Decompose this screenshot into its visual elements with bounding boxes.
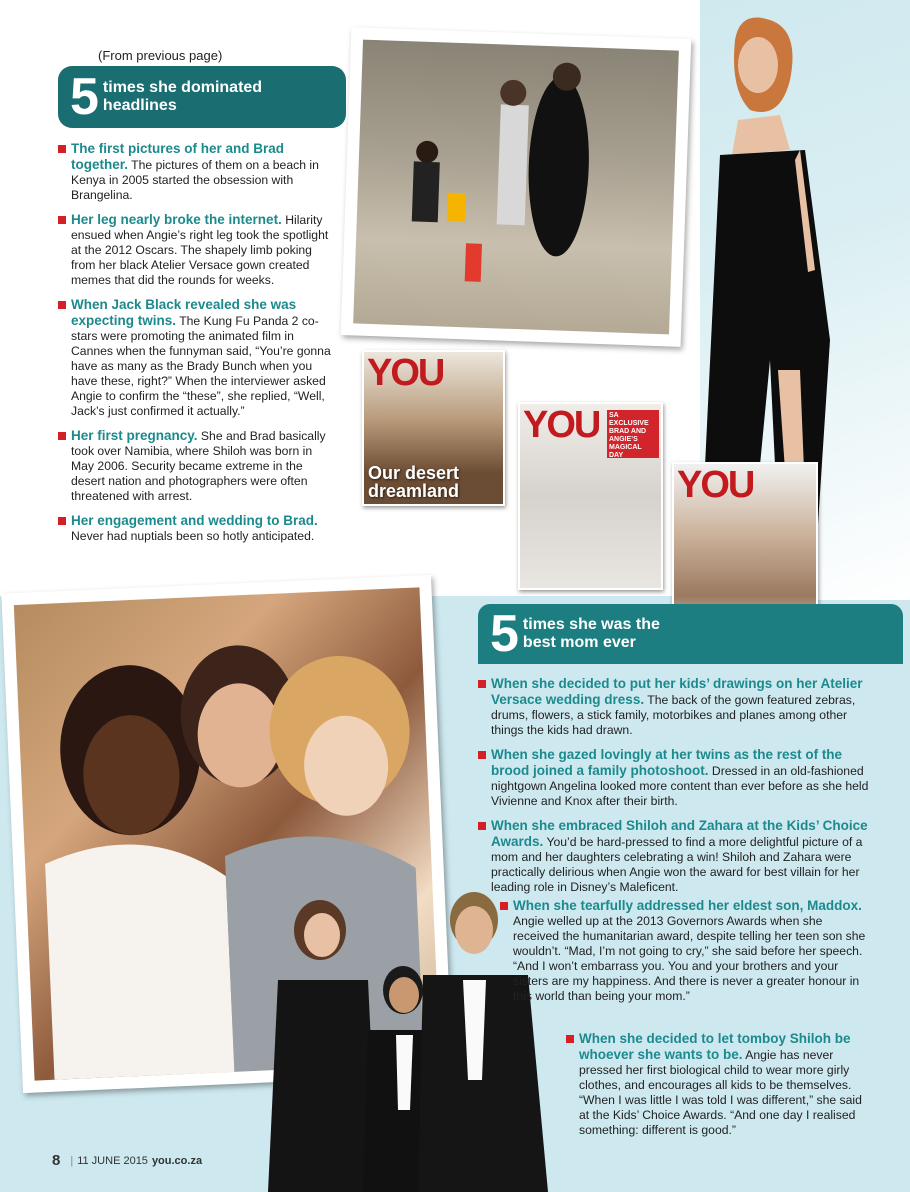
page-number: 8 bbox=[52, 1152, 61, 1169]
bullet-square-icon bbox=[58, 517, 66, 525]
footer-separator: | bbox=[70, 1154, 74, 1167]
magazine-cover-wedding bbox=[518, 402, 663, 590]
section1-header bbox=[58, 66, 346, 128]
list-item: When Jack Black revealed she was expecting twins. The Kung Fu Panda 2 co-stars were promoting the animated film in Cannes when the funnyman said, “You’re gonna have as many as the Brady Bunch when you have these, right?” When the interviewer asked Angie to confirm the “these”, she replied, “Well, Jack’s just confirmed it actually.” bbox=[58, 297, 333, 419]
bullet-square-icon bbox=[566, 1035, 574, 1043]
section1-number: 5 bbox=[70, 68, 99, 126]
bullet-square-icon bbox=[58, 432, 66, 440]
list-item: When she gazed lovingly at her twins as the rest of the brood joined a family photoshoot. Dressed in an old-fashioned nightgown Angelina looked more content than ever before as she held Vivienne and Knox after their birth. bbox=[478, 747, 878, 809]
cover-logo: YOU bbox=[677, 464, 754, 506]
bullet-square-icon bbox=[478, 751, 486, 759]
bullet-square-icon bbox=[58, 145, 66, 153]
list-item: When she decided to let tomboy Shiloh be whoever she wants to be. Angie has never pressed her first biological child to wear more girly clothes, and encourages all kids to be themselves. “When I was little I was told I was different,” she said at the Kids’ Choice Awards. “And one day I realised something: different is good.” bbox=[566, 1031, 866, 1138]
section2-number: 5 bbox=[490, 605, 519, 663]
list-item: When she embraced Shiloh and Zahara at the Kids’ Choice Awards. You’d be hard-pressed to find a more delightful picture of a mom and her daughters celebrating a win! Shiloh and Zahara were practically delirious when Angie won the award for best villain for her leading role in Disney’s Maleficent. bbox=[478, 818, 878, 895]
cover-logo: YOU bbox=[367, 352, 444, 394]
section1-list bbox=[58, 141, 333, 553]
list-item: When she tearfully addressed her eldest son, Maddox. Angie welled up at the 2013 Governors Awards when she received the humanitarian award, despite telling her teen son she wouldn’t. “Mad, I’m not going to cry,” she said before her speech. “And I won’t embarrass you. You and your brothers and your sisters are my happiness. And there is never a greater honour in this world than being your mom.” bbox=[500, 898, 870, 1004]
cover-banner: SA EXCLUSIVE BRAD AND ANGIE’S MAGICAL DAY bbox=[607, 410, 659, 458]
list-item: When she decided to put her kids’ drawings on her Atelier Versace wedding dress. The back of the gown featured zebras, drums, flowers, a stick family, motorbikes and planes among other things the kids had drawn. bbox=[478, 676, 878, 738]
section2-list bbox=[478, 676, 878, 904]
list-item: Her first pregnancy. She and Brad basically took over Namibia, where Shiloh was born in May 2006. Security became extreme in the desert nation and photographers were often threatened with arrest. bbox=[58, 428, 333, 504]
bullet-square-icon bbox=[58, 301, 66, 309]
section2-header bbox=[478, 604, 903, 664]
list-item: The first pictures of her and Brad together. The pictures of them on a beach in Kenya in 2005 started the obsession with Brangelina. bbox=[58, 141, 333, 203]
bullet-square-icon bbox=[500, 902, 508, 910]
list-item: Her leg nearly broke the internet. Hilarity ensued when Angie’s right leg took the spotlight at the 2012 Oscars. The shapely limb poking from her black Atelier Versace gown created memes that did the rounds for weeks. bbox=[58, 212, 333, 288]
bullet-square-icon bbox=[478, 822, 486, 830]
list-item: Her engagement and wedding to Brad. Never had nuptials been so hotly anticipated. bbox=[58, 513, 333, 544]
beach-photo bbox=[341, 27, 692, 347]
section2-list-final bbox=[566, 1031, 866, 1147]
section2-title: times she was the best mom ever bbox=[522, 616, 660, 651]
section2-list-continued bbox=[500, 898, 870, 1013]
section1-title: times she dominated headlines bbox=[102, 79, 263, 114]
bullet-square-icon bbox=[478, 680, 486, 688]
cover-logo: YOU bbox=[523, 404, 600, 446]
cover-headline: Our desert dreamland bbox=[368, 463, 460, 501]
magazine-cover-desert bbox=[362, 350, 505, 506]
bullet-square-icon bbox=[58, 216, 66, 224]
footer-date: 11 JUNE 2015 bbox=[77, 1154, 148, 1167]
from-previous-page-note: (From previous page) bbox=[98, 48, 223, 63]
footer-site-link[interactable]: you.co.za bbox=[151, 1154, 203, 1167]
page-footer bbox=[52, 1152, 202, 1169]
